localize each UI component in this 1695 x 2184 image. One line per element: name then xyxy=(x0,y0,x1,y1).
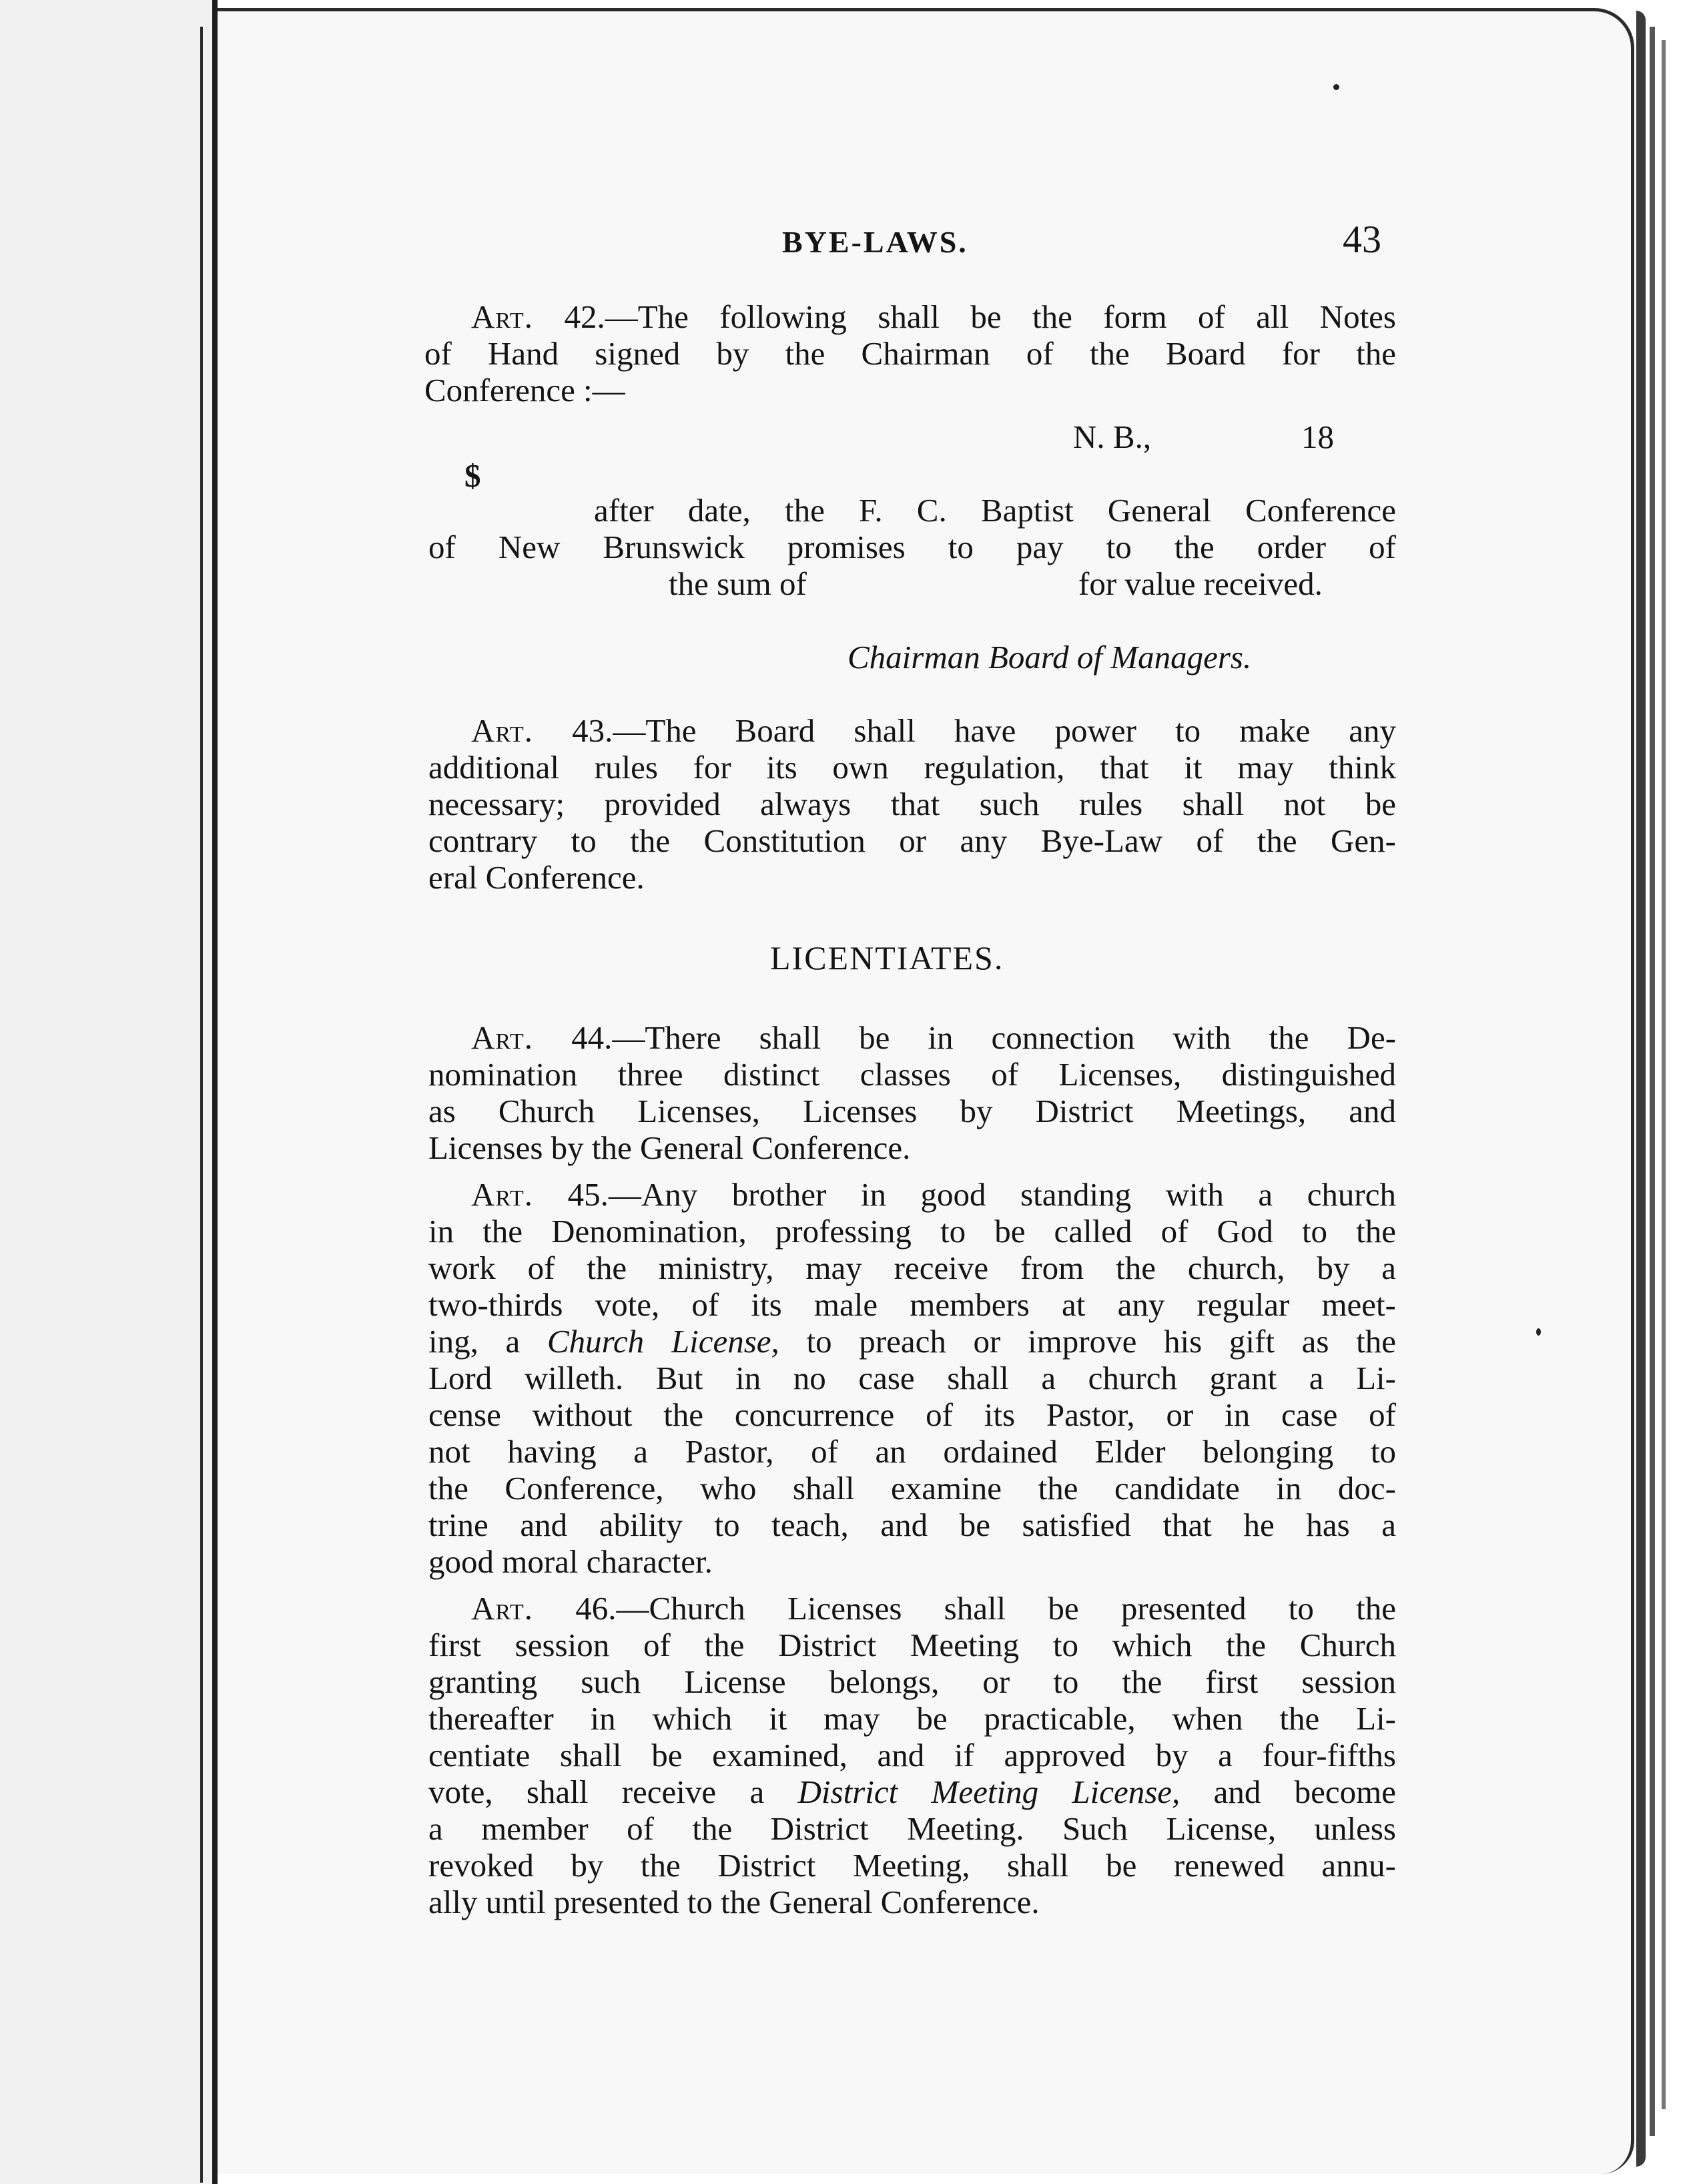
note-year: 18 xyxy=(1301,419,1334,455)
article-label: Art. xyxy=(471,298,534,335)
running-title: BYE-LAWS. xyxy=(782,225,968,259)
article-label: Art. xyxy=(471,1019,534,1056)
art42-line-3: Conference :— xyxy=(424,372,625,408)
note-value-received: for value received. xyxy=(1078,565,1323,602)
art43-line-2: additional rules for its own regulation, that it may think xyxy=(428,749,1396,786)
art44-line-4: Licenses by the General Conference. xyxy=(428,1129,911,1166)
art46-line-3: granting such License belongs, or to the first session xyxy=(428,1663,1396,1700)
art45-line-10: trine and ability to teach, and be satisfied that he has a xyxy=(428,1507,1396,1543)
art42-line-2: of Hand signed by the Chairman of the Board for the xyxy=(424,335,1396,372)
art45-line-7: cense without the concurrence of its Pastor, or in case of xyxy=(428,1396,1396,1433)
art44-line-3: as Church Licenses, Licenses by District Meetings, and xyxy=(428,1093,1396,1129)
art45-line-8: not having a Pastor, of an ordained Elder belonging to xyxy=(428,1433,1396,1470)
dollar-sign: $ xyxy=(464,457,481,494)
art45-line-11: good moral character. xyxy=(428,1543,713,1580)
art42-lead: 42.—The following shall be the form of all Notes xyxy=(564,298,1397,335)
note-line-2: of New Brunswick promises to pay to the order of xyxy=(428,529,1396,565)
art46-line-7: a member of the District Meeting. Such License, unless xyxy=(428,1810,1396,1847)
art45-line-6: Lord willeth. But in no case shall a church grant a Li- xyxy=(428,1360,1396,1396)
art45-line-5 xyxy=(428,1325,1396,1358)
art45-line-5-start: ing, a xyxy=(428,1323,521,1360)
art43-line-5: eral Conference. xyxy=(428,859,645,896)
art45-line-2: in the Denomination, professing to be called of God to the xyxy=(428,1213,1396,1250)
art45-line-1 xyxy=(471,1178,1396,1211)
art43-line-3: necessary; provided always that such rules shall not be xyxy=(428,786,1396,822)
art45-line-5-end: to preach or improve his gift as the xyxy=(806,1323,1396,1360)
art43-lead: 43.—The Board shall have power to make any xyxy=(572,712,1396,749)
note-signature-line: Chairman Board of Managers. xyxy=(848,639,1252,675)
page-fore-edge-inner xyxy=(1650,27,1655,2136)
page-number: 43 xyxy=(1343,218,1381,261)
art43-line-1 xyxy=(471,714,1396,747)
page-fore-edge xyxy=(1636,11,1646,2167)
page-fore-edge-back xyxy=(1662,40,1666,2109)
art45-line-3: work of the ministry, may receive from the church, by a xyxy=(428,1250,1396,1286)
church-license-term: Church License, xyxy=(547,1323,779,1360)
art46-line-8: revoked by the District Meeting, shall be renewed annu- xyxy=(428,1847,1396,1884)
art44-line-1 xyxy=(471,1021,1396,1054)
art46-line-6-end: and become xyxy=(1213,1773,1397,1810)
art43-line-4: contrary to the Constitution or any Bye-Law of the Gen- xyxy=(428,822,1396,859)
art46-line-6 xyxy=(428,1773,1397,1810)
ink-speck xyxy=(1333,84,1339,90)
ink-speck xyxy=(1536,1328,1541,1336)
art46-line-4: thereafter in which it may be practicable, when the Li- xyxy=(428,1700,1396,1737)
binding-gutter xyxy=(200,27,203,2183)
art46-lead: 46.—Church Licenses shall be presented to the xyxy=(575,1590,1396,1627)
art46-line-5: centiate shall be examined, and if approved by a four-fifths xyxy=(428,1737,1396,1773)
note-place: N. B., xyxy=(1073,419,1152,455)
art46-line-2: first session of the District Meeting to which the Church xyxy=(428,1627,1396,1663)
section-heading: LICENTIATES. xyxy=(770,939,1004,977)
note-line-1: after date, the F. C. Baptist General Conference xyxy=(594,492,1396,529)
article-label: Art. xyxy=(471,1590,534,1627)
art44-line-2: nomination three distinct classes of Licenses, distinguished xyxy=(428,1056,1396,1093)
art46-line-1 xyxy=(471,1592,1396,1625)
note-sum-of: the sum of xyxy=(669,565,807,602)
district-meeting-license-term: District Meeting License, xyxy=(797,1773,1180,1810)
article-label: Art. xyxy=(471,712,534,749)
article-label: Art. xyxy=(471,1176,534,1213)
art44-lead: 44.—There shall be in connection with the De- xyxy=(571,1019,1397,1056)
art45-line-4: two-thirds vote, of its male members at any regular meet- xyxy=(428,1286,1396,1323)
facing-page-edge xyxy=(0,0,218,2184)
art45-lead: 45.—Any brother in good standing with a church xyxy=(567,1176,1397,1213)
art45-line-9: the Conference, who shall examine the candidate in doc- xyxy=(428,1470,1396,1507)
art42-line-1 xyxy=(471,300,1396,333)
art46-line-9: ally until presented to the General Conference. xyxy=(428,1884,1040,1920)
art46-line-6-start: vote, shall receive a xyxy=(428,1773,765,1810)
